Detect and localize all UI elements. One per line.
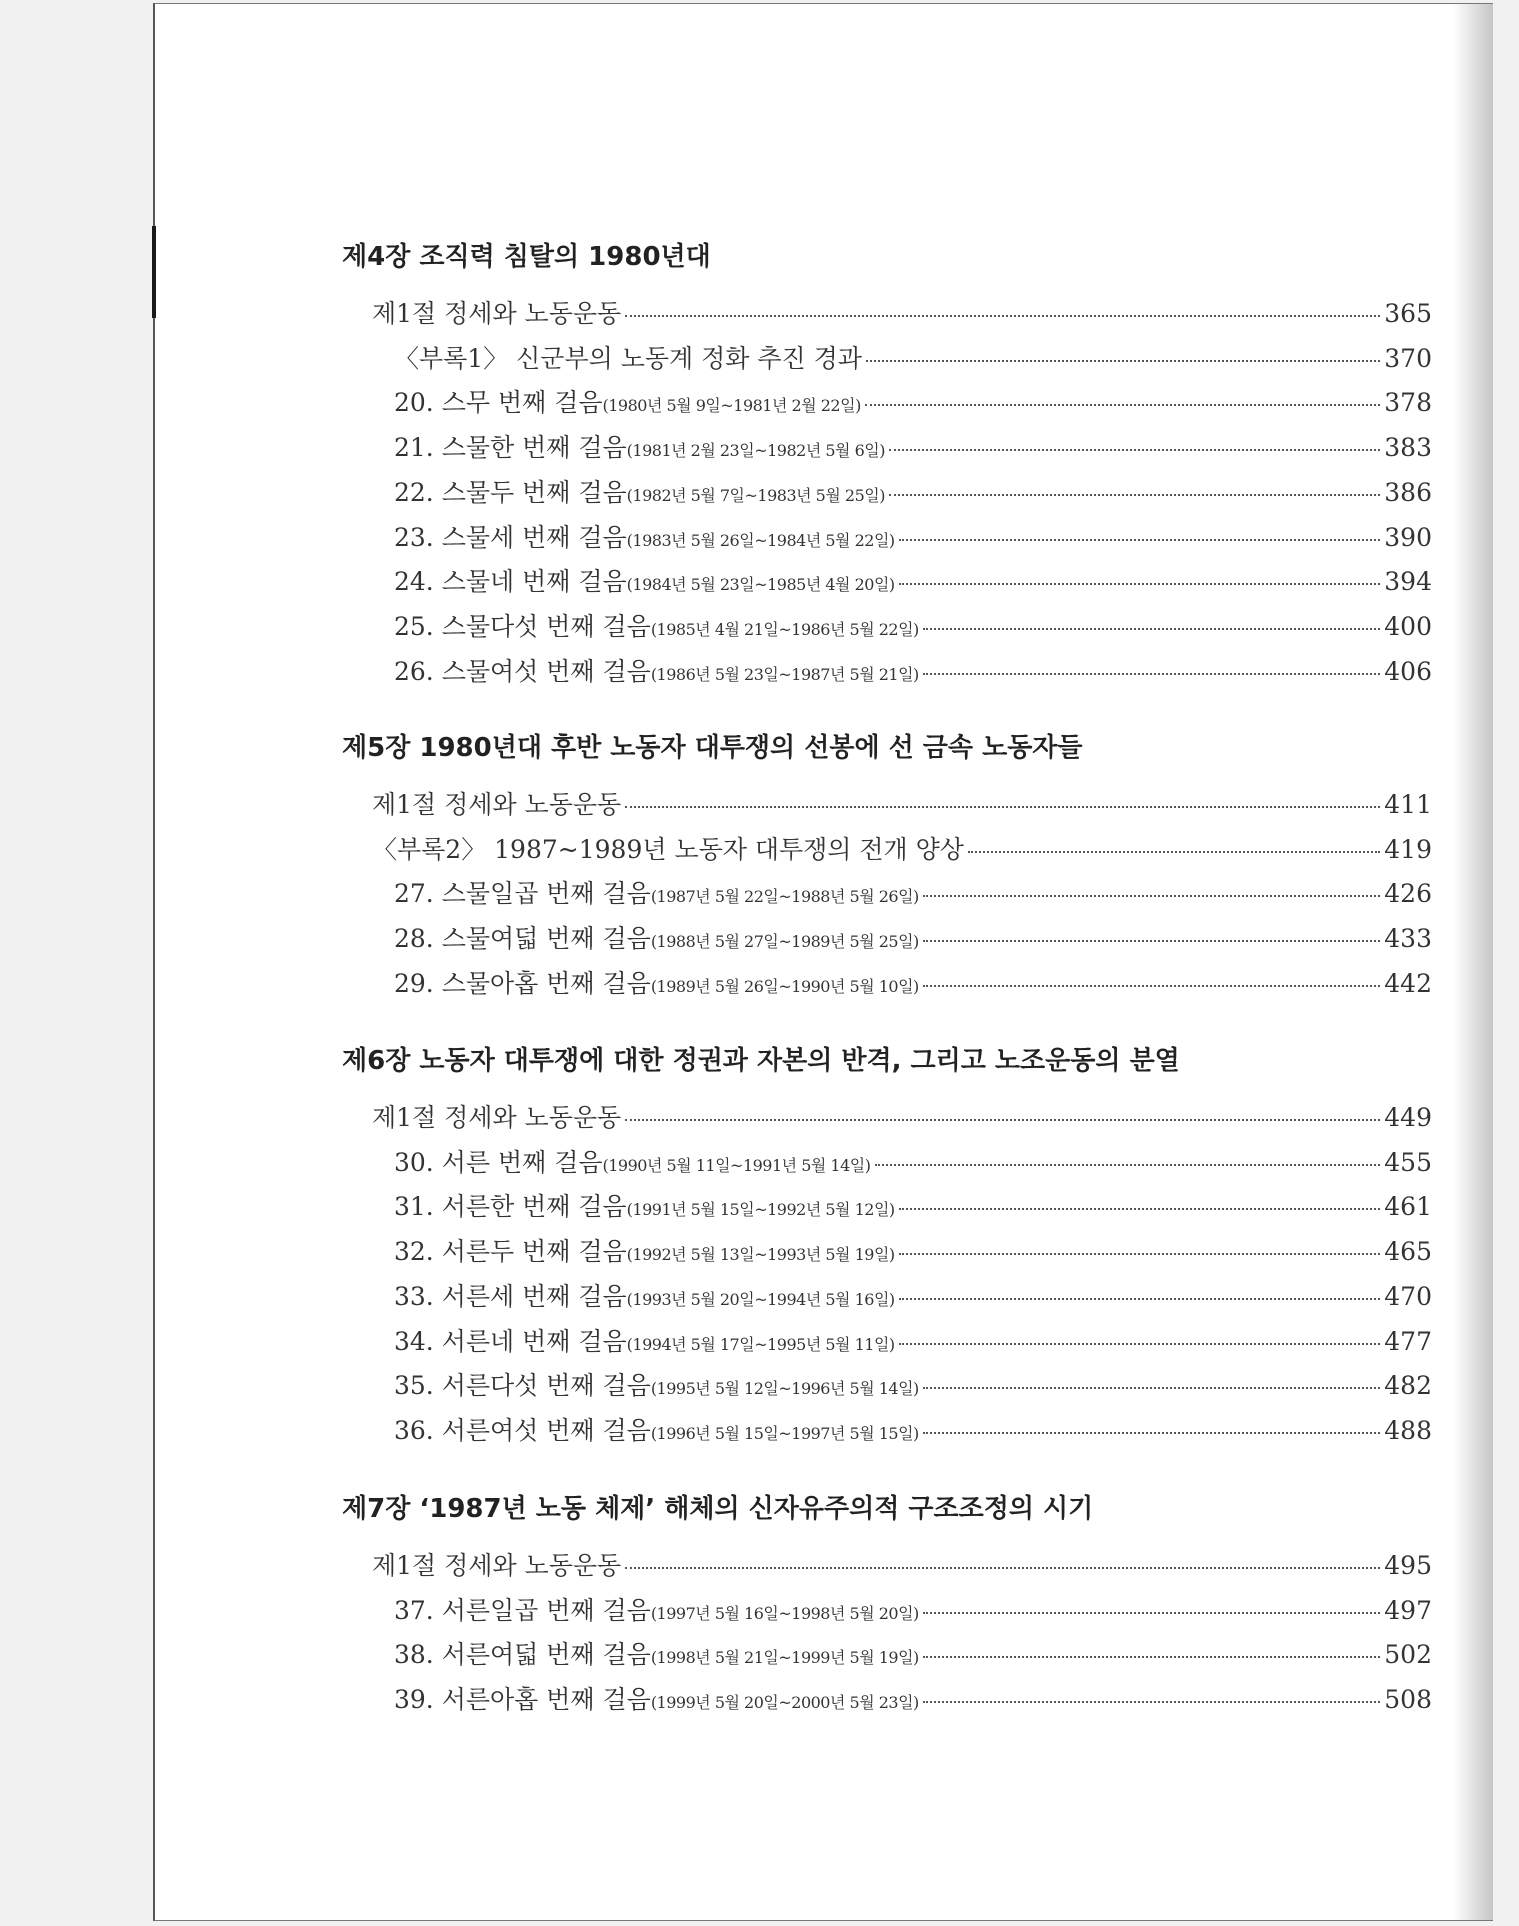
toc-entry-dates: (1981년 2월 23일~1982년 5월 6일) <box>626 441 885 461</box>
toc-entry <box>372 294 1432 330</box>
page-number: 406 <box>1384 656 1432 686</box>
toc-entry-dates: (1994년 5월 17일~1995년 5월 11일) <box>626 1334 895 1354</box>
dot-leader <box>899 1343 1381 1345</box>
toc-entry <box>394 919 1432 955</box>
toc-entry-title: 23. 스물세 번째 걸음 <box>394 522 627 552</box>
chapter-heading: 제6장 노동자 대투쟁에 대한 정권과 자본의 반격, 그리고 노조운동의 분열 <box>342 1046 1180 1076</box>
toc-entry-title: 32. 서른두 번째 걸음 <box>394 1237 627 1267</box>
dot-leader <box>923 1701 1380 1703</box>
page-number: 400 <box>1384 611 1432 641</box>
page-number: 394 <box>1384 567 1432 597</box>
toc-entry-dates: (1995년 5월 12일~1996년 5월 14일) <box>650 1379 919 1399</box>
page-number: 449 <box>1384 1103 1432 1132</box>
dot-leader <box>899 583 1381 585</box>
toc-entry <box>394 383 1432 419</box>
dot-leader <box>923 1387 1380 1389</box>
book-page <box>153 3 1493 1921</box>
dot-leader <box>923 1612 1380 1614</box>
toc-entry-title: 제1절 정세와 노동운동 <box>372 1103 622 1132</box>
dot-leader <box>899 1298 1381 1300</box>
page-number: 426 <box>1384 879 1432 909</box>
page-number: 386 <box>1384 477 1432 507</box>
dot-leader <box>923 985 1380 987</box>
page-number: 495 <box>1384 1551 1432 1580</box>
dot-leader <box>889 494 1380 496</box>
toc-entry-dates: (1991년 5월 15일~1992년 5월 12일) <box>626 1200 895 1220</box>
page-number: 502 <box>1384 1640 1432 1670</box>
toc-entry <box>394 1591 1432 1627</box>
dot-leader <box>875 1164 1381 1166</box>
spine-edge <box>152 226 156 318</box>
page-shadow <box>1453 4 1493 1920</box>
page-number: 378 <box>1384 388 1432 418</box>
toc-entry <box>372 830 1432 866</box>
dot-leader <box>899 539 1381 541</box>
toc-entry <box>394 339 1432 375</box>
toc-entry <box>394 1411 1432 1447</box>
toc-entry-title: 22. 스물두 번째 걸음 <box>394 477 627 507</box>
toc-entry <box>394 1366 1432 1402</box>
toc-entry <box>394 1322 1432 1358</box>
toc-entry <box>394 652 1432 688</box>
toc-entry-dates: (1992년 5월 13일~1993년 5월 19일) <box>626 1245 895 1265</box>
page-number: 497 <box>1384 1595 1432 1625</box>
dot-leader <box>923 940 1380 942</box>
dot-leader <box>968 851 1380 853</box>
dot-leader <box>889 449 1380 451</box>
page-number: 482 <box>1384 1371 1432 1401</box>
page-number: 433 <box>1384 924 1432 954</box>
page-number: 461 <box>1384 1192 1432 1222</box>
toc-entry-dates: (1999년 5월 20일~2000년 5월 23일) <box>650 1693 919 1713</box>
toc-entry-dates: (1996년 5월 15일~1997년 5월 15일) <box>650 1423 919 1443</box>
dot-leader <box>865 404 1380 406</box>
dot-leader <box>625 1119 1380 1121</box>
page-number: 488 <box>1384 1415 1432 1445</box>
dot-leader <box>899 1208 1381 1210</box>
toc-entry-title: 33. 서른세 번째 걸음 <box>394 1281 627 1311</box>
toc-entry <box>372 785 1432 821</box>
toc-entry-title: 35. 서른다섯 번째 걸음 <box>394 1371 651 1401</box>
toc-entry-title: 〈부록1〉 신군부의 노동계 정화 추진 경과 <box>394 343 862 373</box>
toc-entry-title: 21. 스물한 번째 걸음 <box>394 433 627 463</box>
toc-entry-dates: (1998년 5월 21일~1999년 5월 19일) <box>650 1648 919 1668</box>
dot-leader <box>923 895 1380 897</box>
toc-entry-title: 24. 스물네 번째 걸음 <box>394 567 627 597</box>
toc-entry-dates: (1993년 5월 20일~1994년 5월 16일) <box>626 1289 895 1309</box>
toc-entry <box>394 1232 1432 1268</box>
toc-entry-title: 제1절 정세와 노동운동 <box>372 299 622 328</box>
toc-entry-dates: (1983년 5월 26일~1984년 5월 22일) <box>626 530 895 550</box>
page-number: 465 <box>1384 1237 1432 1267</box>
toc-entry-title: 28. 스물여덟 번째 걸음 <box>394 924 651 954</box>
toc-entry <box>394 1143 1432 1179</box>
toc-entry-title: 제1절 정세와 노동운동 <box>372 1551 622 1580</box>
dot-leader <box>923 628 1380 630</box>
dot-leader <box>866 360 1380 362</box>
toc-entry <box>394 428 1432 464</box>
toc-entry-dates: (1989년 5월 26일~1990년 5월 10일) <box>650 976 919 996</box>
toc-entry-dates: (1985년 4월 21일~1986년 5월 22일) <box>650 619 919 639</box>
page-number: 383 <box>1384 433 1432 463</box>
toc-entry-title: 37. 서른일곱 번째 걸음 <box>394 1595 651 1625</box>
toc-entry-dates: (1997년 5월 16일~1998년 5월 20일) <box>650 1603 919 1623</box>
page-number: 508 <box>1384 1685 1432 1715</box>
toc-entry-dates: (1987년 5월 22일~1988년 5월 26일) <box>650 887 919 907</box>
toc-entry-title: 〈부록2〉 1987~1989년 노동자 대투쟁의 전개 양상 <box>372 834 964 864</box>
toc-entry <box>394 607 1432 643</box>
toc-entry-title: 27. 스물일곱 번째 걸음 <box>394 879 651 909</box>
toc-entry <box>394 518 1432 554</box>
dot-leader <box>625 806 1380 808</box>
toc-entry-dates: (1986년 5월 23일~1987년 5월 21일) <box>650 664 919 684</box>
toc-entry-title: 34. 서른네 번째 걸음 <box>394 1326 627 1356</box>
dot-leader <box>923 1432 1380 1434</box>
page-number: 442 <box>1384 968 1432 998</box>
toc-entry <box>394 1277 1432 1313</box>
toc-entry-title: 39. 서른아홉 번째 걸음 <box>394 1685 651 1715</box>
toc-entry-title: 38. 서른여덟 번째 걸음 <box>394 1640 651 1670</box>
page-number: 411 <box>1384 790 1432 819</box>
toc-entry <box>394 1187 1432 1223</box>
page-number: 390 <box>1384 522 1432 552</box>
toc-entry <box>394 964 1432 1000</box>
toc-entry-title: 30. 서른 번째 걸음 <box>394 1147 603 1177</box>
toc-entry <box>394 473 1432 509</box>
dot-leader <box>899 1253 1381 1255</box>
toc-entry-title: 제1절 정세와 노동운동 <box>372 790 622 819</box>
page-number: 419 <box>1384 834 1432 864</box>
toc-entry-title: 26. 스물여섯 번째 걸음 <box>394 656 651 686</box>
toc-entry-dates: (1980년 5월 9일~1981년 2월 22일) <box>602 396 861 416</box>
toc-entry-dates: (1982년 5월 7일~1983년 5월 25일) <box>626 485 885 505</box>
page-number: 470 <box>1384 1281 1432 1311</box>
dot-leader <box>923 673 1380 675</box>
toc-entry-dates: (1990년 5월 11일~1991년 5월 14일) <box>602 1155 871 1175</box>
chapter-heading: 제7장 ‘1987년 노동 체제’ 해체의 신자유주의적 구조조정의 시기 <box>342 1494 1094 1524</box>
toc-entry <box>394 562 1432 598</box>
toc-entry <box>372 1546 1432 1582</box>
page-number: 370 <box>1384 343 1432 373</box>
dot-leader <box>625 1567 1380 1569</box>
page-number: 477 <box>1384 1326 1432 1356</box>
chapter-heading: 제5장 1980년대 후반 노동자 대투쟁의 선봉에 선 금속 노동자들 <box>342 733 1083 763</box>
toc-entry-title: 36. 서른여섯 번째 걸음 <box>394 1415 651 1445</box>
dot-leader <box>625 315 1380 317</box>
page-number: 455 <box>1384 1147 1432 1177</box>
toc-entry-title: 25. 스물다섯 번째 걸음 <box>394 611 651 641</box>
toc-entry-dates: (1984년 5월 23일~1985년 4월 20일) <box>626 575 895 595</box>
toc-entry-title: 31. 서른한 번째 걸음 <box>394 1192 627 1222</box>
toc-entry-dates: (1988년 5월 27일~1989년 5월 25일) <box>650 932 919 952</box>
chapter-heading: 제4장 조직력 침탈의 1980년대 <box>342 242 711 272</box>
dot-leader <box>923 1656 1380 1658</box>
toc-entry-title: 20. 스무 번째 걸음 <box>394 388 603 418</box>
toc-entry-title: 29. 스물아홉 번째 걸음 <box>394 968 651 998</box>
toc-entry <box>394 874 1432 910</box>
toc-entry <box>394 1635 1432 1671</box>
toc-entry <box>394 1680 1432 1716</box>
page-number: 365 <box>1384 299 1432 328</box>
toc-entry <box>372 1098 1432 1134</box>
